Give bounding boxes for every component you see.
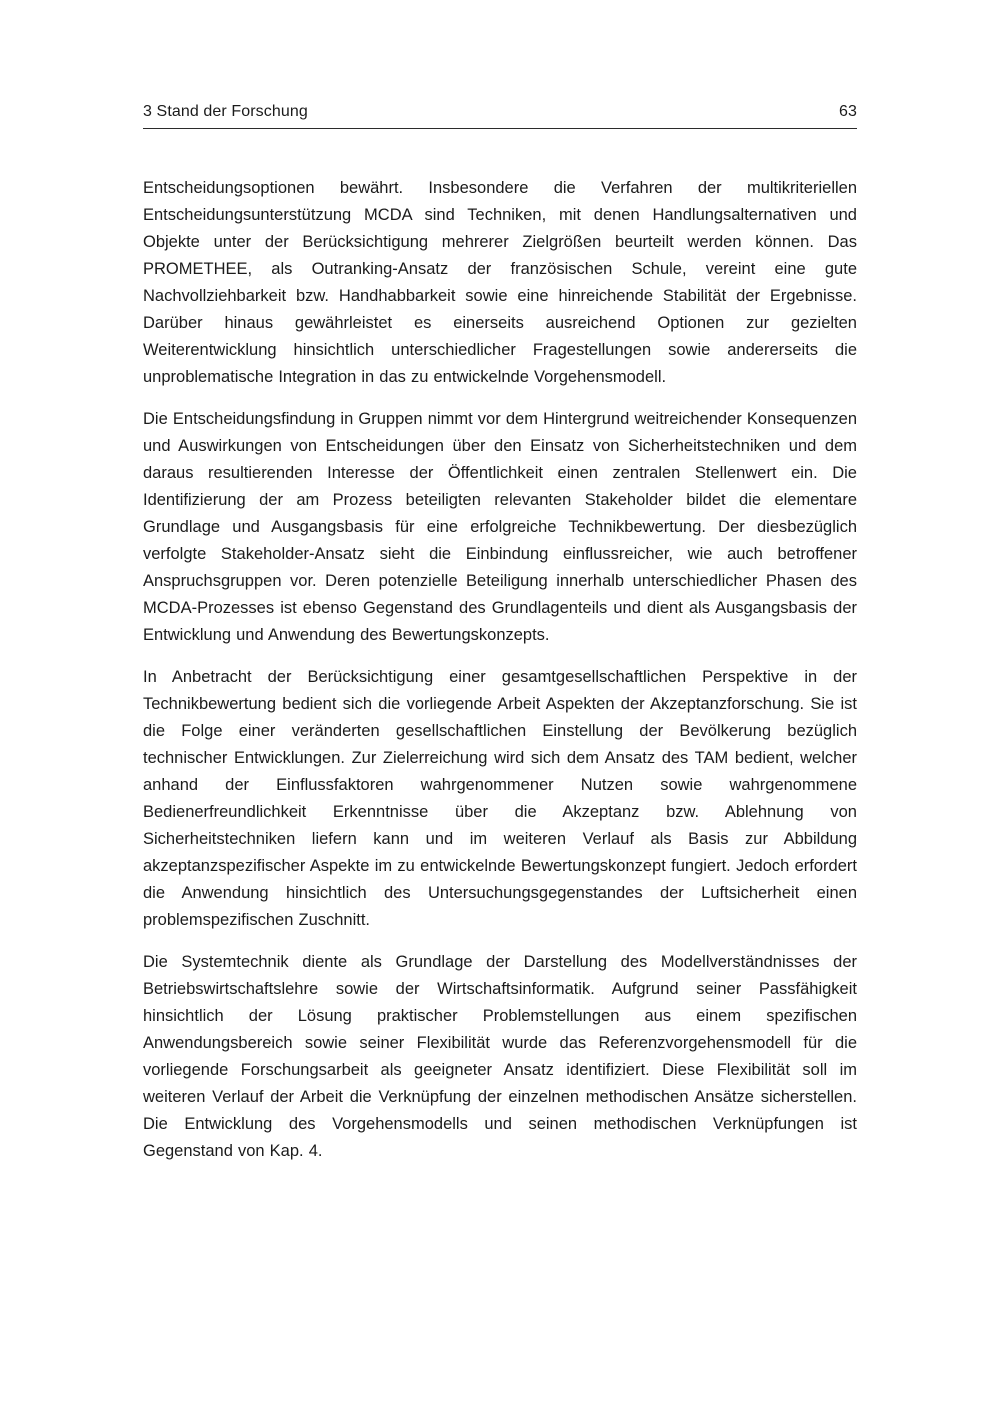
- page-header: [143, 103, 857, 129]
- running-head-chapter: 3 Stand der Forschung: [143, 103, 308, 120]
- page-number: 63: [839, 103, 857, 120]
- paragraph-1: Entscheidungsoptionen bewährt. Insbesondere die Verfahren der multikriteriellen Entscheidungsunterstützung MCDA sind Techniken, mit denen Handlungsalternativen und Objekte unter der Berücksichtigung mehrerer Zielgrößen beurteilt werden können. Das PROMETHEE, als Outranking-Ansatz der französischen Schule, vereint eine gute Nachvollziehbarkeit bzw. Handhabbarkeit sowie eine hinreichende Stabilität der Ergebnisse. Darüber hinaus gewährleistet es einerseits ausreichend Optionen zur gezielten Weiterentwicklung hinsichtlich unterschiedlicher Fragestellungen sowie andererseits die unproblematische Integration in das zu entwickelnde Vorgehensmodell.: [143, 179, 857, 386]
- page-body: [143, 175, 857, 1165]
- paragraph-3: In Anbetracht der Berücksichtigung einer gesamtgesellschaftlichen Perspektive in der Technikbewertung bedient sich die vorliegende Arbeit Aspekten der Akzeptanzforschung. Sie ist die Folge einer veränderten gesellschaftlichen Einstellung der Bevölkerung bezüglich technischer Entwicklungen. Zur Zielerreichung wird sich dem Ansatz des TAM bedient, welcher anhand der Einflussfaktoren wahrgenommener Nutzen sowie wahrgenommene Bedienerfreundlichkeit Erkenntnisse über die Akzeptanz bzw. Ablehnung von Sicherheitstechniken liefern kann und im weiteren Verlauf als Basis zur Abbildung akzeptanzspezifischer Aspekte im zu entwickelnde Bewertungskonzept fungiert. Jedoch erfordert die Anwendung hinsichtlich des Untersuchungsgegenstandes der Luftsicherheit einen problemspezifischen Zuschnitt.: [143, 668, 857, 929]
- paragraph-2: Die Entscheidungsfindung in Gruppen nimmt vor dem Hintergrund weitreichender Konsequenzen und Auswirkungen von Entscheidungen über den Einsatz von Sicherheitstechniken und dem daraus resultierenden Interesse der Öffentlichkeit einen zentralen Stellenwert ein. Die Identifizierung der am Prozess beteiligten relevanten Stakeholder bildet die elementare Grundlage und Ausgangsbasis für eine erfolgreiche Technikbewertung. Der diesbezüglich verfolgte Stakeholder-Ansatz sieht die Einbindung einflussreicher, wie auch betroffener Anspruchsgruppen vor. Deren potenzielle Beteiligung innerhalb unterschiedlicher Phasen des MCDA-Prozesses ist ebenso Gegenstand des Grundlagenteils und dient als Ausgangsbasis der Entwicklung und Anwendung des Bewertungskonzepts.: [143, 410, 857, 644]
- paragraph-4: Die Systemtechnik diente als Grundlage der Darstellung des Modellverständnisses der Betriebswirtschaftslehre sowie der Wirtschaftsinformatik. Aufgrund seiner Passfähigkeit hinsichtlich der Lösung praktischer Problemstellungen aus einem spezifischen Anwendungsbereich sowie seiner Flexibilität wurde das Referenzvorgehensmodell für die vorliegende Forschungsarbeit als geeigneter Ansatz identifiziert. Diese Flexibilität soll im weiteren Verlauf der Arbeit die Verknüpfung der einzelnen methodischen Ansätze sicherstellen. Die Entwicklung des Vorgehensmodells und seinen methodischen Verknüpfungen ist Gegenstand von Kap. 4.: [143, 953, 857, 1160]
